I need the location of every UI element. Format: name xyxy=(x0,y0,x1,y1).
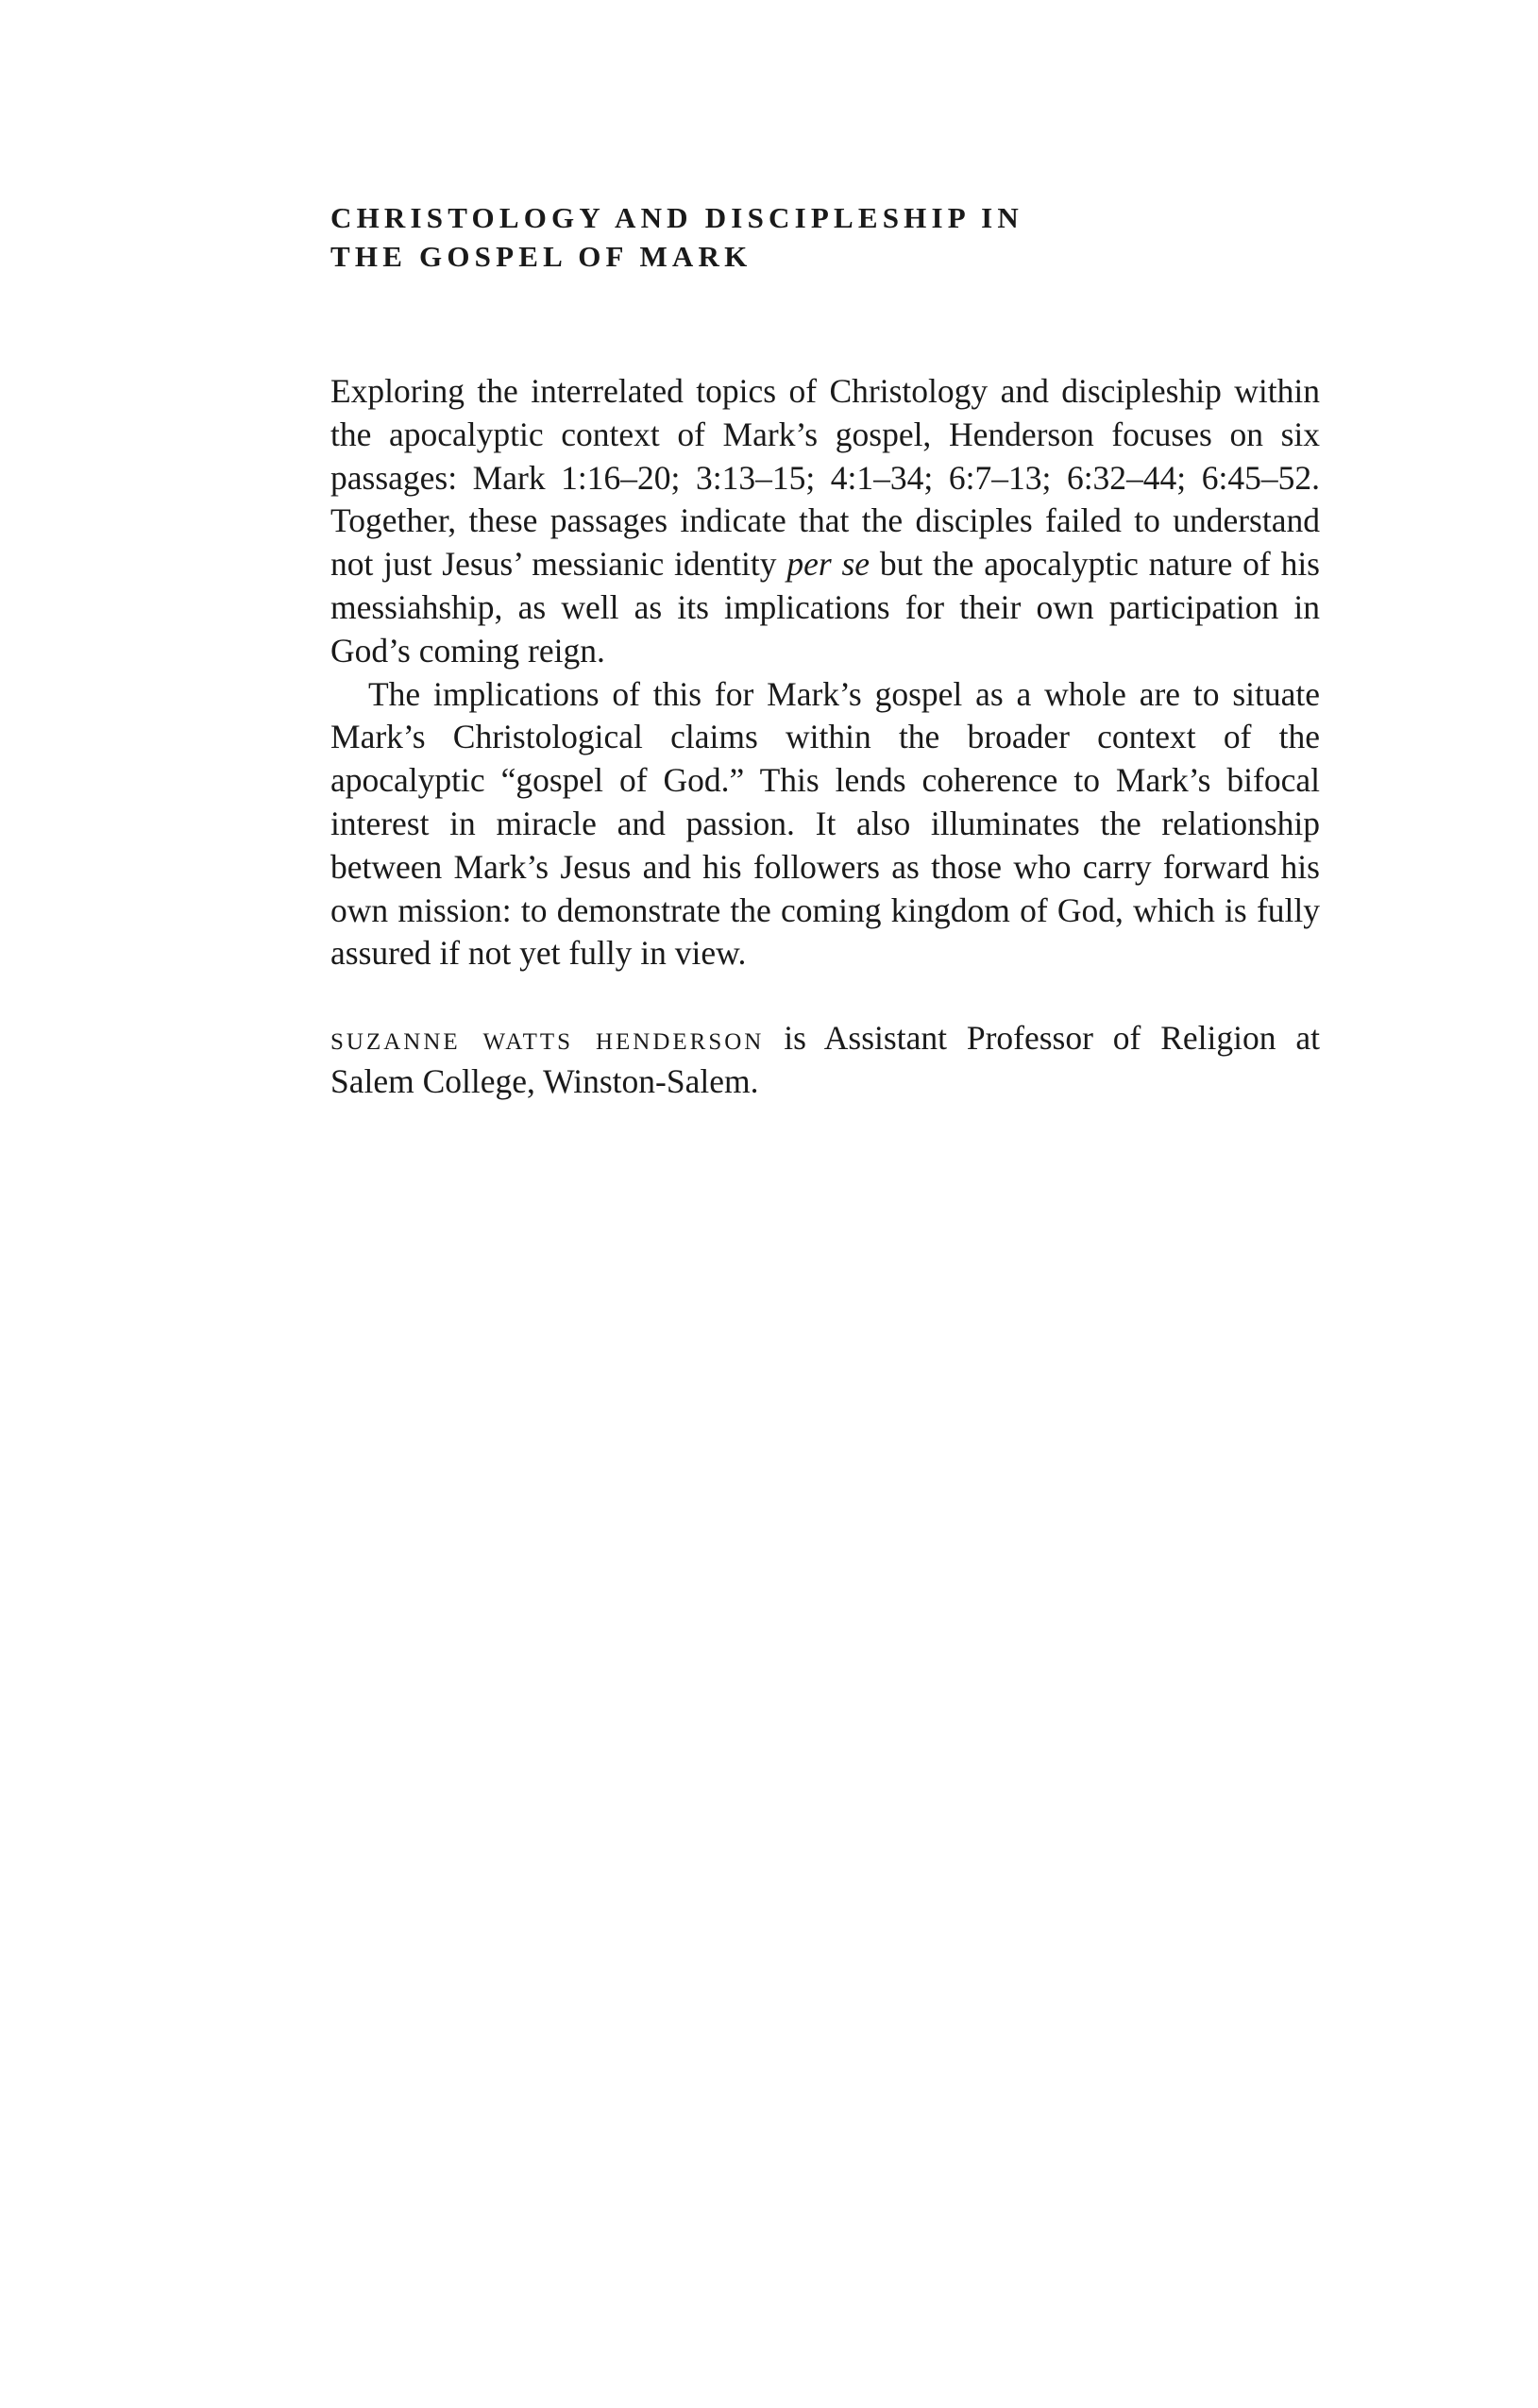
paragraph-1-text-end: but the apocalyptic nature of his messiahship, as well as its implications for their own participation in God’s coming reign. xyxy=(330,545,1320,670)
book-description xyxy=(330,370,1320,1104)
author-name: suzanne watts henderson xyxy=(330,1019,765,1058)
book-title xyxy=(330,198,1322,276)
book-title-line-1: CHRISTOLOGY AND DISCIPLESHIP IN xyxy=(330,201,1023,234)
italic-phrase: per se xyxy=(786,545,870,584)
author-bio xyxy=(330,1017,1320,1104)
book-title-line-2: THE GOSPEL OF MARK xyxy=(330,240,752,273)
author-bio-text: is Assistant Professor of Religion at Salem College, Winston-Salem. xyxy=(330,1019,1320,1100)
paragraph-1-text-start: Exploring the interrelated topics of Christology and discipleship within the apocalyptic context of Mark’s gospel, Henderson focuses on six passages: Mark 1:16–20; 3:13–15; 4:1–34; 6:7–13; 6:32–44; 6:45–52. Together, these passages indicate that the disciples failed to understand not just Jesus’ messianic identity xyxy=(330,372,1320,584)
description-paragraph-2: The implications of this for Mark’s gospel as a whole are to situate Mark’s Christological claims within the broader context of the apocalyptic “gospel of God.” This lends coherence to Mark’s bifocal interest in miracle and passion. It also illuminates the relationship between Mark’s Jesus and his followers as those who carry forward his own mission: to demonstrate the coming kingdom of God, which is fully assured if not yet fully in view. xyxy=(330,674,1320,973)
description-paragraph-1 xyxy=(330,370,1320,673)
